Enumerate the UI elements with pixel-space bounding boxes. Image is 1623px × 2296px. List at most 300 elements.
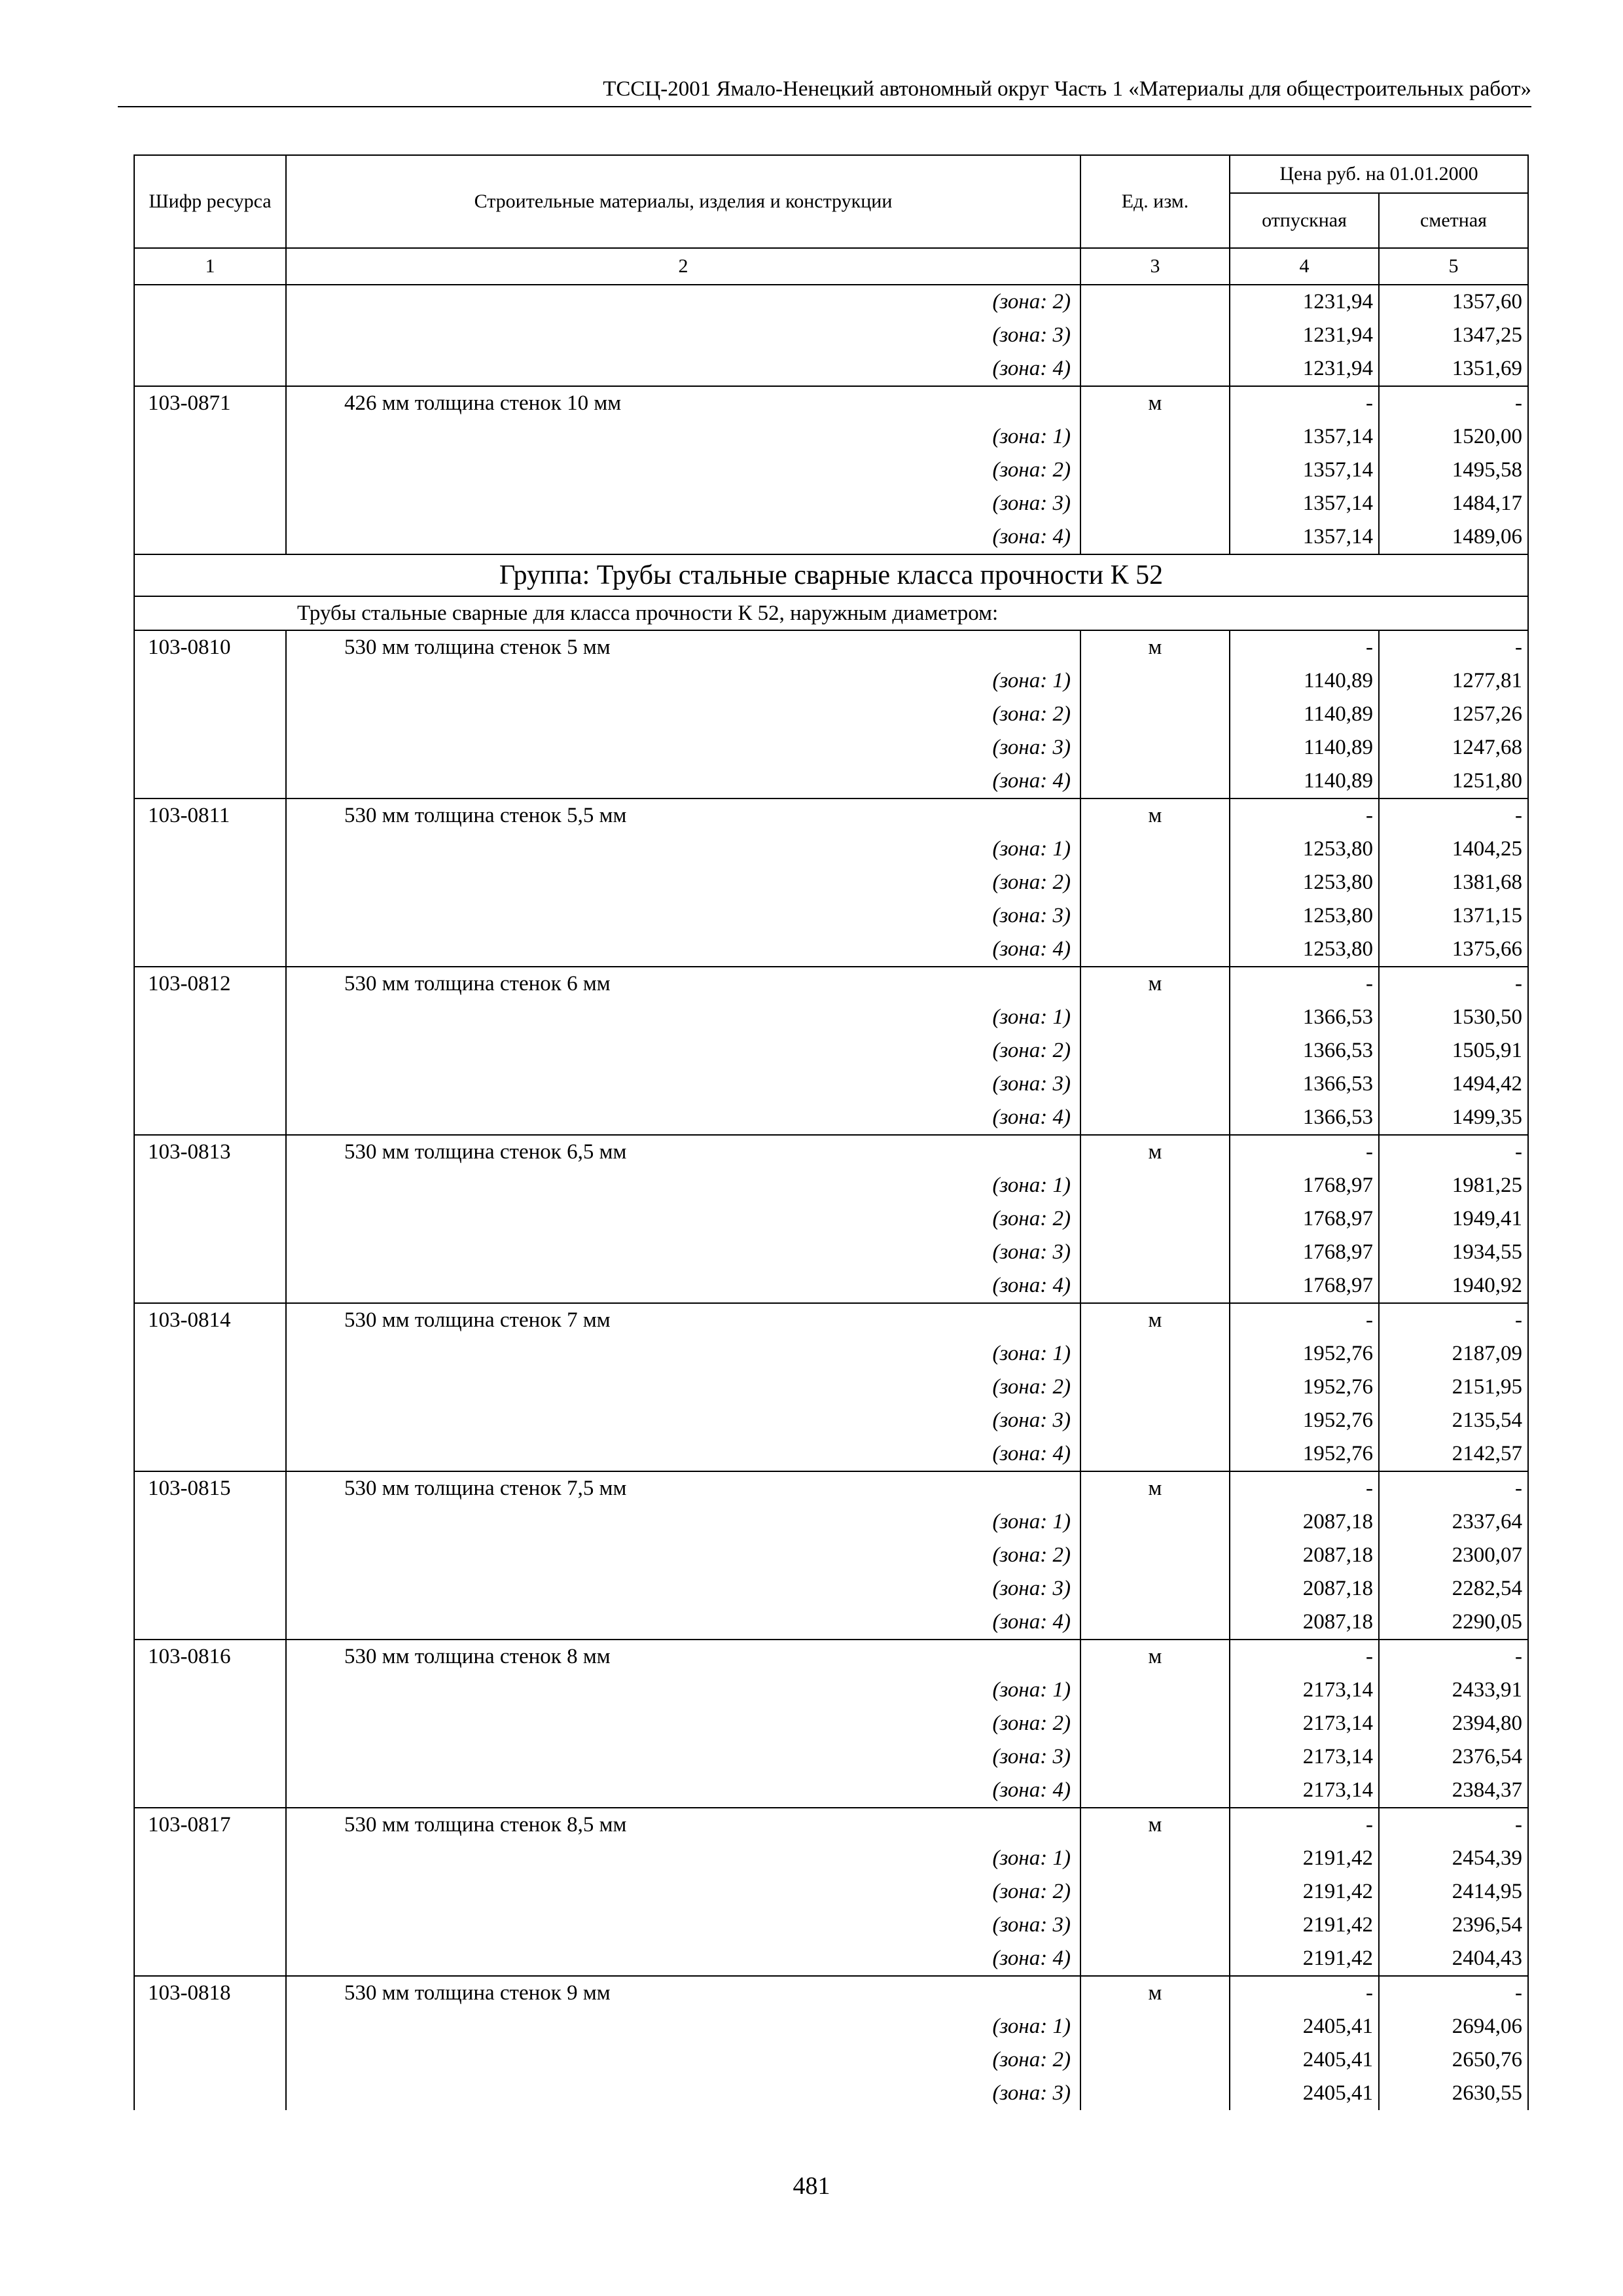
unit-cell bbox=[1080, 1674, 1230, 1707]
zone-label: (зона: 4) bbox=[286, 933, 1080, 967]
zone-row bbox=[134, 866, 1528, 899]
unit-cell: м bbox=[1080, 967, 1230, 1001]
unit-cell bbox=[1080, 1942, 1230, 1976]
zone-row bbox=[134, 2043, 1528, 2077]
resource-code: 103-0871 bbox=[134, 386, 286, 420]
zone-row bbox=[134, 319, 1528, 352]
unit-cell: м bbox=[1080, 798, 1230, 833]
release-price: 1253,80 bbox=[1230, 899, 1379, 933]
material-name: 530 мм толщина стенок 6,5 мм bbox=[286, 1135, 1080, 1169]
code-cell bbox=[134, 1169, 286, 1202]
code-cell bbox=[134, 1034, 286, 1067]
zone-label: (зона: 1) bbox=[286, 1169, 1080, 1202]
code-cell bbox=[134, 1875, 286, 1909]
zone-label: (зона: 3) bbox=[286, 1572, 1080, 1605]
unit-cell bbox=[1080, 1067, 1230, 1101]
zone-row bbox=[134, 1875, 1528, 1909]
zone-label: (зона: 3) bbox=[286, 1740, 1080, 1774]
code-cell bbox=[134, 1909, 286, 1942]
release-price: 2405,41 bbox=[1230, 2077, 1379, 2110]
zone-row bbox=[134, 1674, 1528, 1707]
zone-label: (зона: 4) bbox=[286, 1437, 1080, 1471]
estimate-price: 2337,64 bbox=[1379, 1505, 1528, 1539]
zone-label: (зона: 3) bbox=[286, 1909, 1080, 1942]
estimate-price: - bbox=[1379, 1808, 1528, 1842]
material-name: 530 мм толщина стенок 7,5 мм bbox=[286, 1471, 1080, 1505]
code-cell bbox=[134, 1001, 286, 1034]
release-price: 2191,42 bbox=[1230, 1909, 1379, 1942]
zone-label: (зона: 4) bbox=[286, 520, 1080, 554]
zone-row bbox=[134, 1404, 1528, 1437]
unit-cell bbox=[1080, 1404, 1230, 1437]
estimate-price: 2694,06 bbox=[1379, 2010, 1528, 2043]
unit-cell bbox=[1080, 1505, 1230, 1539]
estimate-price: - bbox=[1379, 1640, 1528, 1674]
estimate-price: - bbox=[1379, 967, 1528, 1001]
estimate-price: 1495,58 bbox=[1379, 454, 1528, 487]
code-cell bbox=[134, 2010, 286, 2043]
estimate-price: - bbox=[1379, 386, 1528, 420]
zone-label: (зона: 1) bbox=[286, 1842, 1080, 1875]
release-price: 1366,53 bbox=[1230, 1001, 1379, 1034]
release-price: 1952,76 bbox=[1230, 1371, 1379, 1404]
zone-row bbox=[134, 664, 1528, 698]
estimate-price: 2142,57 bbox=[1379, 1437, 1528, 1471]
code-cell bbox=[134, 1572, 286, 1605]
col-number: 4 bbox=[1230, 248, 1379, 285]
group-subtitle-row bbox=[134, 596, 1528, 630]
group-subtitle: Трубы стальные сварные для класса прочности К 52, наружным диаметром: bbox=[134, 596, 1528, 630]
code-cell bbox=[134, 1437, 286, 1471]
code-cell bbox=[134, 1740, 286, 1774]
release-price: 2405,41 bbox=[1230, 2043, 1379, 2077]
unit-cell bbox=[1080, 933, 1230, 967]
zone-label: (зона: 2) bbox=[286, 1539, 1080, 1572]
material-name: 530 мм толщина стенок 7 мм bbox=[286, 1303, 1080, 1337]
estimate-price: 1520,00 bbox=[1379, 420, 1528, 454]
release-price: 1253,80 bbox=[1230, 833, 1379, 866]
code-cell bbox=[134, 352, 286, 386]
zone-label: (зона: 2) bbox=[286, 1202, 1080, 1236]
unit-cell bbox=[1080, 1774, 1230, 1808]
estimate-price: 2290,05 bbox=[1379, 1605, 1528, 1640]
zone-label: (зона: 2) bbox=[286, 2043, 1080, 2077]
zone-label: (зона: 3) bbox=[286, 731, 1080, 764]
zone-row bbox=[134, 520, 1528, 554]
resource-code: 103-0817 bbox=[134, 1808, 286, 1842]
zone-row bbox=[134, 487, 1528, 520]
unit-cell: м bbox=[1080, 1135, 1230, 1169]
header-name: Строительные материалы, изделия и конструкции bbox=[286, 155, 1080, 248]
zone-label: (зона: 2) bbox=[286, 1371, 1080, 1404]
estimate-price: 2396,54 bbox=[1379, 1909, 1528, 1942]
code-cell bbox=[134, 899, 286, 933]
release-price: 1768,97 bbox=[1230, 1202, 1379, 1236]
estimate-price: 1981,25 bbox=[1379, 1169, 1528, 1202]
zone-label: (зона: 4) bbox=[286, 352, 1080, 386]
zone-row bbox=[134, 764, 1528, 798]
estimate-price: 2433,91 bbox=[1379, 1674, 1528, 1707]
unit-cell bbox=[1080, 1269, 1230, 1303]
unit-cell: м bbox=[1080, 1640, 1230, 1674]
unit-cell: м bbox=[1080, 1808, 1230, 1842]
zone-label: (зона: 3) bbox=[286, 2077, 1080, 2110]
estimate-price: - bbox=[1379, 1135, 1528, 1169]
zone-label: (зона: 3) bbox=[286, 899, 1080, 933]
zone-row bbox=[134, 1605, 1528, 1640]
zone-label: (зона: 2) bbox=[286, 285, 1080, 319]
code-cell bbox=[134, 1067, 286, 1101]
zone-label: (зона: 1) bbox=[286, 1337, 1080, 1371]
resource-code: 103-0812 bbox=[134, 967, 286, 1001]
unit-cell bbox=[1080, 1236, 1230, 1269]
zone-row bbox=[134, 698, 1528, 731]
release-price: 1231,94 bbox=[1230, 285, 1379, 319]
unit-cell bbox=[1080, 2077, 1230, 2110]
code-cell bbox=[134, 319, 286, 352]
code-cell bbox=[134, 933, 286, 967]
zone-label: (зона: 3) bbox=[286, 1067, 1080, 1101]
code-cell bbox=[134, 664, 286, 698]
unit-cell bbox=[1080, 1034, 1230, 1067]
unit-cell bbox=[1080, 764, 1230, 798]
release-price: 1768,97 bbox=[1230, 1269, 1379, 1303]
zone-row bbox=[134, 1337, 1528, 1371]
zone-label: (зона: 3) bbox=[286, 1236, 1080, 1269]
estimate-price: 1484,17 bbox=[1379, 487, 1528, 520]
unit-cell: м bbox=[1080, 386, 1230, 420]
release-price: 1952,76 bbox=[1230, 1437, 1379, 1471]
zone-row bbox=[134, 1505, 1528, 1539]
estimate-price: 2135,54 bbox=[1379, 1404, 1528, 1437]
zone-label: (зона: 4) bbox=[286, 764, 1080, 798]
estimate-price: 2282,54 bbox=[1379, 1572, 1528, 1605]
unit-cell bbox=[1080, 454, 1230, 487]
item-row bbox=[134, 798, 1528, 833]
item-row bbox=[134, 386, 1528, 420]
zone-label: (зона: 2) bbox=[286, 866, 1080, 899]
unit-cell bbox=[1080, 1001, 1230, 1034]
zone-row bbox=[134, 899, 1528, 933]
col-number: 1 bbox=[134, 248, 286, 285]
unit-cell bbox=[1080, 420, 1230, 454]
zone-label: (зона: 4) bbox=[286, 1942, 1080, 1976]
release-price: - bbox=[1230, 386, 1379, 420]
release-price: 1231,94 bbox=[1230, 319, 1379, 352]
code-cell bbox=[134, 1371, 286, 1404]
estimate-price: 2376,54 bbox=[1379, 1740, 1528, 1774]
resource-code: 103-0818 bbox=[134, 1976, 286, 2010]
page-number: 481 bbox=[793, 2172, 830, 2200]
material-name: 530 мм толщина стенок 5 мм bbox=[286, 630, 1080, 664]
code-cell bbox=[134, 1707, 286, 1740]
unit-cell bbox=[1080, 866, 1230, 899]
zone-label: (зона: 1) bbox=[286, 420, 1080, 454]
zone-row bbox=[134, 1236, 1528, 1269]
zone-row bbox=[134, 420, 1528, 454]
zone-row bbox=[134, 2077, 1528, 2110]
code-cell bbox=[134, 1269, 286, 1303]
release-price: 2173,14 bbox=[1230, 1707, 1379, 1740]
code-cell bbox=[134, 1337, 286, 1371]
release-price: - bbox=[1230, 1135, 1379, 1169]
estimate-price: 2404,43 bbox=[1379, 1942, 1528, 1976]
item-row bbox=[134, 630, 1528, 664]
header-unit: Ед. изм. bbox=[1080, 155, 1230, 248]
release-price: 1366,53 bbox=[1230, 1101, 1379, 1135]
code-cell bbox=[134, 1842, 286, 1875]
code-cell bbox=[134, 1236, 286, 1269]
header-code: Шифр ресурса bbox=[134, 155, 286, 248]
estimate-price: - bbox=[1379, 1471, 1528, 1505]
estimate-price: 2650,76 bbox=[1379, 2043, 1528, 2077]
release-price: 1253,80 bbox=[1230, 866, 1379, 899]
unit-cell bbox=[1080, 1202, 1230, 1236]
release-price: 2173,14 bbox=[1230, 1774, 1379, 1808]
unit-cell: м bbox=[1080, 1303, 1230, 1337]
zone-row bbox=[134, 1001, 1528, 1034]
code-cell bbox=[134, 1674, 286, 1707]
code-cell bbox=[134, 1404, 286, 1437]
release-price: - bbox=[1230, 1471, 1379, 1505]
zone-row bbox=[134, 1774, 1528, 1808]
col-number: 2 bbox=[286, 248, 1080, 285]
unit-cell bbox=[1080, 833, 1230, 866]
estimate-price: 1934,55 bbox=[1379, 1236, 1528, 1269]
zone-label: (зона: 1) bbox=[286, 833, 1080, 866]
zone-label: (зона: 3) bbox=[286, 319, 1080, 352]
code-cell bbox=[134, 1505, 286, 1539]
estimate-price: 1505,91 bbox=[1379, 1034, 1528, 1067]
zone-label: (зона: 4) bbox=[286, 1269, 1080, 1303]
unit-cell bbox=[1080, 1437, 1230, 1471]
col-number: 3 bbox=[1080, 248, 1230, 285]
unit-cell bbox=[1080, 487, 1230, 520]
release-price: 2173,14 bbox=[1230, 1740, 1379, 1774]
release-price: 1253,80 bbox=[1230, 933, 1379, 967]
estimate-price: 1530,50 bbox=[1379, 1001, 1528, 1034]
zone-label: (зона: 1) bbox=[286, 1505, 1080, 1539]
unit-cell bbox=[1080, 1337, 1230, 1371]
unit-cell bbox=[1080, 2043, 1230, 2077]
release-price: 1366,53 bbox=[1230, 1067, 1379, 1101]
release-price: 1768,97 bbox=[1230, 1236, 1379, 1269]
item-row bbox=[134, 1471, 1528, 1505]
item-row bbox=[134, 1135, 1528, 1169]
release-price: 2087,18 bbox=[1230, 1572, 1379, 1605]
code-cell bbox=[134, 487, 286, 520]
estimate-price: 1251,80 bbox=[1379, 764, 1528, 798]
estimate-price: - bbox=[1379, 1976, 1528, 2010]
zone-label: (зона: 3) bbox=[286, 487, 1080, 520]
zone-row bbox=[134, 1942, 1528, 1976]
zone-label: (зона: 2) bbox=[286, 698, 1080, 731]
release-price: 1952,76 bbox=[1230, 1337, 1379, 1371]
zone-row bbox=[134, 1269, 1528, 1303]
release-price: 1357,14 bbox=[1230, 420, 1379, 454]
estimate-price: 2630,55 bbox=[1379, 2077, 1528, 2110]
material-name: 530 мм толщина стенок 8 мм bbox=[286, 1640, 1080, 1674]
unit-cell bbox=[1080, 664, 1230, 698]
zone-label: (зона: 4) bbox=[286, 1774, 1080, 1808]
unit-cell bbox=[1080, 731, 1230, 764]
code-cell bbox=[134, 866, 286, 899]
zone-row bbox=[134, 2010, 1528, 2043]
table-body bbox=[134, 285, 1528, 2110]
zone-label: (зона: 1) bbox=[286, 664, 1080, 698]
code-cell bbox=[134, 731, 286, 764]
zone-row bbox=[134, 285, 1528, 319]
estimate-price: - bbox=[1379, 630, 1528, 664]
estimate-price: 1277,81 bbox=[1379, 664, 1528, 698]
release-price: 1357,14 bbox=[1230, 487, 1379, 520]
release-price: - bbox=[1230, 630, 1379, 664]
unit-cell: м bbox=[1080, 1976, 1230, 2010]
zone-label: (зона: 1) bbox=[286, 2010, 1080, 2043]
column-numbers-row bbox=[134, 248, 1528, 285]
resource-code: 103-0811 bbox=[134, 798, 286, 833]
zone-row bbox=[134, 1169, 1528, 1202]
release-price: 2191,42 bbox=[1230, 1842, 1379, 1875]
zone-row bbox=[134, 1842, 1528, 1875]
estimate-price: 2151,95 bbox=[1379, 1371, 1528, 1404]
estimate-price: 1381,68 bbox=[1379, 866, 1528, 899]
code-cell bbox=[134, 285, 286, 319]
unit-cell bbox=[1080, 698, 1230, 731]
unit-cell bbox=[1080, 1875, 1230, 1909]
zone-row bbox=[134, 1034, 1528, 1067]
estimate-price: 1404,25 bbox=[1379, 833, 1528, 866]
unit-cell: м bbox=[1080, 630, 1230, 664]
release-price: 1231,94 bbox=[1230, 352, 1379, 386]
code-cell bbox=[134, 1202, 286, 1236]
release-price: 2087,18 bbox=[1230, 1539, 1379, 1572]
estimate-price: 2414,95 bbox=[1379, 1875, 1528, 1909]
unit-cell bbox=[1080, 1371, 1230, 1404]
resource-code: 103-0814 bbox=[134, 1303, 286, 1337]
unit-cell: м bbox=[1080, 1471, 1230, 1505]
item-row bbox=[134, 967, 1528, 1001]
col-number: 5 bbox=[1379, 248, 1528, 285]
release-price: 2405,41 bbox=[1230, 2010, 1379, 2043]
release-price: - bbox=[1230, 1303, 1379, 1337]
estimate-price: 1247,68 bbox=[1379, 731, 1528, 764]
price-table bbox=[134, 154, 1529, 2110]
release-price: - bbox=[1230, 967, 1379, 1001]
zone-label: (зона: 4) bbox=[286, 1605, 1080, 1640]
release-price: 1366,53 bbox=[1230, 1034, 1379, 1067]
zone-row bbox=[134, 1909, 1528, 1942]
code-cell bbox=[134, 420, 286, 454]
resource-code: 103-0815 bbox=[134, 1471, 286, 1505]
unit-cell bbox=[1080, 520, 1230, 554]
material-name: 530 мм толщина стенок 6 мм bbox=[286, 967, 1080, 1001]
zone-label: (зона: 3) bbox=[286, 1404, 1080, 1437]
release-price: 1357,14 bbox=[1230, 454, 1379, 487]
unit-cell bbox=[1080, 2010, 1230, 2043]
estimate-price: 2384,37 bbox=[1379, 1774, 1528, 1808]
zone-label: (зона: 2) bbox=[286, 1875, 1080, 1909]
material-name: 530 мм толщина стенок 8,5 мм bbox=[286, 1808, 1080, 1842]
unit-cell bbox=[1080, 1101, 1230, 1135]
zone-label: (зона: 4) bbox=[286, 1101, 1080, 1135]
group-title-row bbox=[134, 554, 1528, 596]
item-row bbox=[134, 1976, 1528, 2010]
table-header bbox=[134, 155, 1528, 285]
estimate-price: 1489,06 bbox=[1379, 520, 1528, 554]
unit-cell bbox=[1080, 899, 1230, 933]
unit-cell bbox=[1080, 1909, 1230, 1942]
item-row bbox=[134, 1808, 1528, 1842]
release-price: 1952,76 bbox=[1230, 1404, 1379, 1437]
unit-cell bbox=[1080, 1539, 1230, 1572]
unit-cell bbox=[1080, 1169, 1230, 1202]
release-price: - bbox=[1230, 1976, 1379, 2010]
unit-cell bbox=[1080, 1707, 1230, 1740]
release-price: 2191,42 bbox=[1230, 1875, 1379, 1909]
estimate-price: 2454,39 bbox=[1379, 1842, 1528, 1875]
release-price: 1140,89 bbox=[1230, 664, 1379, 698]
unit-cell bbox=[1080, 319, 1230, 352]
unit-cell bbox=[1080, 1605, 1230, 1640]
estimate-price: 1375,66 bbox=[1379, 933, 1528, 967]
material-name: 530 мм толщина стенок 9 мм bbox=[286, 1976, 1080, 2010]
estimate-price: 1357,60 bbox=[1379, 285, 1528, 319]
code-cell bbox=[134, 2043, 286, 2077]
release-price: 1140,89 bbox=[1230, 698, 1379, 731]
release-price: - bbox=[1230, 798, 1379, 833]
unit-cell bbox=[1080, 1842, 1230, 1875]
zone-row bbox=[134, 1202, 1528, 1236]
release-price: 2191,42 bbox=[1230, 1942, 1379, 1976]
code-cell bbox=[134, 833, 286, 866]
code-cell bbox=[134, 1605, 286, 1640]
release-price: 1140,89 bbox=[1230, 731, 1379, 764]
zone-label: (зона: 2) bbox=[286, 1034, 1080, 1067]
estimate-price: 2187,09 bbox=[1379, 1337, 1528, 1371]
zone-row bbox=[134, 352, 1528, 386]
material-name: 426 мм толщина стенок 10 мм bbox=[286, 386, 1080, 420]
code-cell bbox=[134, 1101, 286, 1135]
release-price: 1140,89 bbox=[1230, 764, 1379, 798]
code-cell bbox=[134, 1774, 286, 1808]
release-price: 2087,18 bbox=[1230, 1605, 1379, 1640]
document-title: ТССЦ-2001 Ямало-Ненецкий автономный округ Часть 1 «Материалы для общестроительных работ» bbox=[603, 77, 1531, 101]
zone-row bbox=[134, 454, 1528, 487]
estimate-price: 2300,07 bbox=[1379, 1539, 1528, 1572]
page-header bbox=[118, 72, 1531, 107]
zone-row bbox=[134, 1067, 1528, 1101]
resource-code: 103-0813 bbox=[134, 1135, 286, 1169]
resource-code: 103-0810 bbox=[134, 630, 286, 664]
header-price-group: Цена руб. на 01.01.2000 bbox=[1230, 155, 1528, 193]
code-cell bbox=[134, 1539, 286, 1572]
code-cell bbox=[134, 1942, 286, 1976]
header-release-price: отпускная bbox=[1230, 193, 1379, 248]
zone-row bbox=[134, 1572, 1528, 1605]
estimate-price: 1347,25 bbox=[1379, 319, 1528, 352]
zone-label: (зона: 2) bbox=[286, 1707, 1080, 1740]
estimate-price: 1949,41 bbox=[1379, 1202, 1528, 1236]
estimate-price: - bbox=[1379, 1303, 1528, 1337]
code-cell bbox=[134, 2077, 286, 2110]
estimate-price: 1940,92 bbox=[1379, 1269, 1528, 1303]
material-name: 530 мм толщина стенок 5,5 мм bbox=[286, 798, 1080, 833]
zone-row bbox=[134, 1101, 1528, 1135]
code-cell bbox=[134, 764, 286, 798]
zone-row bbox=[134, 1539, 1528, 1572]
header-estimate-price: сметная bbox=[1379, 193, 1528, 248]
